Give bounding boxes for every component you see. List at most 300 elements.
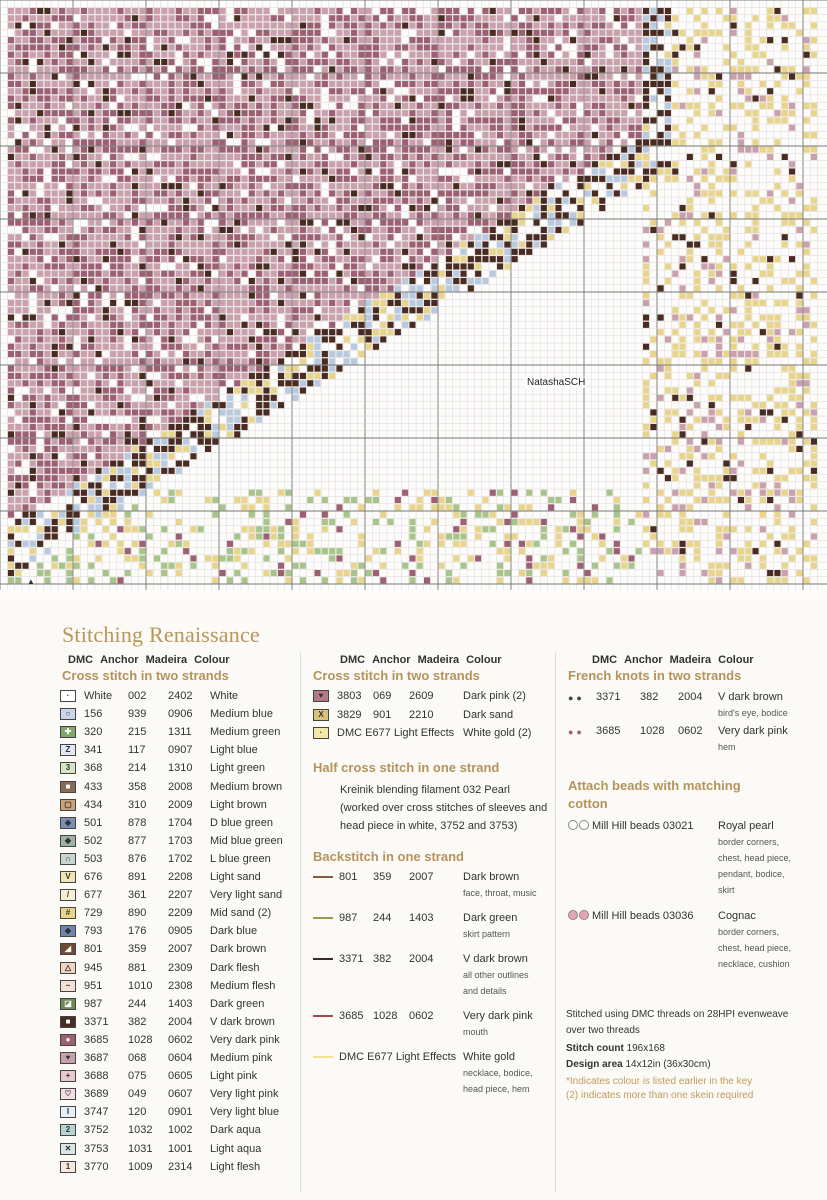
stitch-cell (169, 147, 175, 153)
stitch-cell (680, 344, 686, 350)
stitch-cell (650, 37, 656, 43)
stitch-cell (300, 8, 306, 14)
stitch-cell (621, 52, 627, 58)
stitch-cell (811, 409, 817, 415)
stitch-cell (190, 169, 196, 175)
stitch-cell (592, 169, 598, 175)
stitch-cell (293, 30, 299, 36)
stitch-cell (176, 461, 182, 467)
stitch-cell (380, 44, 386, 50)
stitch-cell (44, 249, 50, 255)
stitch-cell (74, 490, 80, 496)
stitch-cell (322, 293, 328, 299)
stitch-cell (220, 212, 226, 218)
stitch-cell (475, 176, 481, 182)
stitch-cell (103, 336, 109, 342)
stitch-cell (176, 402, 182, 408)
stitch-cell (249, 44, 255, 50)
stitch-cell (74, 176, 80, 182)
stitch-cell (446, 154, 452, 160)
stitch-cell (139, 15, 145, 21)
stitch-cell (227, 132, 233, 138)
stitch-cell (154, 395, 160, 401)
stitch-cell (81, 497, 87, 503)
stitch-cell (161, 570, 167, 576)
stitch-cell (190, 15, 196, 21)
stitch-cell (585, 103, 591, 109)
stitch-cell (198, 293, 204, 299)
stitch-cell (132, 190, 138, 196)
stitch-cell (789, 388, 795, 394)
stitch-cell (30, 446, 36, 452)
stitch-cell (329, 147, 335, 153)
stitch-cell (344, 88, 350, 94)
stitch-cell (738, 81, 744, 87)
stitch-cell (30, 103, 36, 109)
stitch-cell (650, 139, 656, 145)
stitch-cell (482, 59, 488, 65)
stitch-cell (132, 30, 138, 36)
stitch-cell (446, 52, 452, 58)
stitch-cell (409, 534, 415, 540)
stitch-cell (555, 81, 561, 87)
stitch-cell (132, 388, 138, 394)
stitch-cell (439, 504, 445, 510)
stitch-cell (81, 490, 87, 496)
stitch-cell (263, 351, 269, 357)
stitch-cell (44, 154, 50, 160)
stitch-cell (760, 329, 766, 335)
stitch-cell (30, 329, 36, 335)
stitch-cell (52, 395, 58, 401)
stitch-cell (37, 74, 43, 80)
stitch-cell (212, 139, 218, 145)
stitch-cell (110, 271, 116, 277)
stitch-cell (774, 519, 780, 525)
stitch-cell (271, 15, 277, 21)
stitch-cell (811, 351, 817, 357)
stitch-cell (30, 519, 36, 525)
stitch-cell (461, 44, 467, 50)
stitch-cell (227, 424, 233, 430)
stitch-cell (439, 110, 445, 116)
stitch-cell (190, 205, 196, 211)
stitch-cell (110, 373, 116, 379)
stitch-cell (147, 300, 153, 306)
stitch-cell (212, 563, 218, 569)
stitch-cell (351, 8, 357, 14)
stitch-cell (220, 52, 226, 58)
stitch-cell (176, 8, 182, 14)
stitch-cell (37, 424, 43, 430)
stitch-cell (220, 315, 226, 321)
stitch-cell (88, 139, 94, 145)
stitch-cell (81, 74, 87, 80)
stitch-cell (767, 88, 773, 94)
stitch-cell (628, 15, 634, 21)
stitch-cell (804, 81, 810, 87)
stitch-cell (753, 256, 759, 262)
stitch-cell (205, 431, 211, 437)
stitch-cell (96, 59, 102, 65)
stitch-cell (161, 395, 167, 401)
stitch-cell (169, 322, 175, 328)
stitch-cell (205, 373, 211, 379)
stitch-cell (103, 110, 109, 116)
stitch-cell (52, 37, 58, 43)
stitch-cell (125, 548, 131, 554)
stitch-cell (336, 147, 342, 153)
stitch-cell (358, 205, 364, 211)
stitch-cell (147, 66, 153, 72)
stitch-cell (577, 125, 583, 131)
stitch-cell (8, 242, 14, 248)
stitch-cell (577, 220, 583, 226)
stitch-cell (278, 96, 284, 102)
stitch-cell (475, 147, 481, 153)
stitch-cell (227, 198, 233, 204)
stitch-cell (366, 15, 372, 21)
stitch-cell (234, 37, 240, 43)
stitch-cell (512, 176, 518, 182)
stitch-cell (8, 271, 14, 277)
stitch-cell (23, 37, 29, 43)
stitch-cell (271, 132, 277, 138)
stitch-cell (176, 66, 182, 72)
stitch-cell (782, 37, 788, 43)
stitch-cell (461, 59, 467, 65)
stitch-cell (23, 139, 29, 145)
stitch-cell (461, 81, 467, 87)
stitch-cell (278, 380, 284, 386)
stitch-cell (278, 293, 284, 299)
stitch-cell (577, 161, 583, 167)
stitch-cell (212, 431, 218, 437)
stitch-cell (117, 15, 123, 21)
stitch-cell (336, 205, 342, 211)
stitch-cell (446, 183, 452, 189)
stitch-cell (23, 227, 29, 233)
stitch-cell (789, 366, 795, 372)
stitch-cell (555, 497, 561, 503)
stitch-cell (249, 490, 255, 496)
stitch-cell (44, 110, 50, 116)
stitch-cell (380, 23, 386, 29)
stitch-cell (373, 234, 379, 240)
stitch-cell (154, 402, 160, 408)
stitch-cell (512, 512, 518, 518)
stitch-cell (74, 512, 80, 518)
stitch-cell (23, 8, 29, 14)
stitch-cell (59, 205, 65, 211)
stitch-cell (59, 161, 65, 167)
stitch-cell (117, 461, 123, 467)
stitch-cell (300, 285, 306, 291)
stitch-cell (30, 278, 36, 284)
stitch-cell (74, 453, 80, 459)
stitch-cell (336, 307, 342, 313)
stitch-cell (52, 322, 58, 328)
stitch-cell (577, 198, 583, 204)
stitch-cell (285, 380, 291, 386)
stitch-cell (37, 388, 43, 394)
stitch-cell (242, 220, 248, 226)
stitch-cell (409, 8, 415, 14)
stitch-cell (66, 526, 72, 532)
stitch-cell (37, 154, 43, 160)
stitch-cell (176, 490, 182, 496)
stitch-cell (205, 198, 211, 204)
stitch-cell (190, 322, 196, 328)
stitch-cell (117, 183, 123, 189)
stitch-cell (81, 103, 87, 109)
stitch-cell (366, 322, 372, 328)
stitch-cell (344, 169, 350, 175)
stitch-cell (249, 15, 255, 21)
stitch-cell (526, 161, 532, 167)
stitch-cell (117, 548, 123, 554)
stitch-cell (504, 205, 510, 211)
stitch-cell (344, 358, 350, 364)
stitch-cell (66, 402, 72, 408)
stitch-cell (490, 44, 496, 50)
stitch-cell (52, 417, 58, 423)
stitch-cell (154, 161, 160, 167)
stitch-cell (154, 307, 160, 313)
stitch-cell (81, 329, 87, 335)
stitch-cell (132, 300, 138, 306)
stitch-cell (161, 256, 167, 262)
stitch-cell (636, 81, 642, 87)
stitch-cell (139, 366, 145, 372)
stitch-cell (183, 541, 189, 547)
stitch-cell (161, 23, 167, 29)
stitch-cell (504, 139, 510, 145)
stitch-cell (81, 256, 87, 262)
stitch-cell (767, 23, 773, 29)
stitch-cell (234, 183, 240, 189)
stitch-cell (278, 285, 284, 291)
stitch-cell (256, 271, 262, 277)
stitch-cell (548, 212, 554, 218)
stitch-cell (541, 570, 547, 576)
stitch-cell (271, 570, 277, 576)
stitch-cell (37, 366, 43, 372)
stitch-cell (526, 242, 532, 248)
stitch-cell (577, 132, 583, 138)
stitch-cell (30, 249, 36, 255)
stitch-cell (373, 15, 379, 21)
stitch-cell (461, 96, 467, 102)
stitch-cell (351, 161, 357, 167)
stitch-cell (424, 15, 430, 21)
stitch-cell (169, 380, 175, 386)
stitch-cell (205, 110, 211, 116)
stitch-cell (439, 497, 445, 503)
stitch-cell (263, 373, 269, 379)
stitch-cell (665, 30, 671, 36)
stitch-cell (380, 169, 386, 175)
stitch-cell (344, 300, 350, 306)
stitch-cell (190, 59, 196, 65)
stitch-cell (15, 563, 21, 569)
stitch-cell (738, 103, 744, 109)
stitch-cell (161, 154, 167, 160)
stitch-cell (789, 512, 795, 518)
stitch-cell (59, 176, 65, 182)
stitch-cell (8, 147, 14, 153)
stitch-cell (760, 147, 766, 153)
stitch-cell (388, 30, 394, 36)
stitch-cell (37, 497, 43, 503)
stitch-cell (380, 249, 386, 255)
stitch-cell (577, 81, 583, 87)
stitch-cell (336, 23, 342, 29)
stitch-cell (205, 344, 211, 350)
stitch-cell (81, 190, 87, 196)
stitch-cell (88, 351, 94, 357)
stitch-cell (220, 125, 226, 131)
stitch-cell (220, 147, 226, 153)
stitch-cell (23, 132, 29, 138)
stitch-cell (541, 125, 547, 131)
stitch-cell (220, 570, 226, 576)
stitch-cell (482, 205, 488, 211)
stitch-cell (753, 227, 759, 233)
stitch-cell (169, 278, 175, 284)
stitch-cell (621, 161, 627, 167)
stitch-cell (139, 176, 145, 182)
stitch-cell (395, 139, 401, 145)
stitch-cell (636, 110, 642, 116)
stitch-cell (88, 497, 94, 503)
stitch-cell (461, 563, 467, 569)
stitch-cell (110, 30, 116, 36)
stitch-cell (205, 183, 211, 189)
stitch-cell (256, 74, 262, 80)
stitch-cell (694, 468, 700, 474)
stitch-cell (249, 183, 255, 189)
stitch-cell (373, 315, 379, 321)
stitch-cell (804, 44, 810, 50)
stitch-cell (796, 570, 802, 576)
stitch-cell (147, 468, 153, 474)
stitch-cell (468, 256, 474, 262)
stitch-cell (176, 293, 182, 299)
stitch-cell (694, 351, 700, 357)
stitch-cell (139, 169, 145, 175)
stitch-cell (74, 446, 80, 452)
stitch-cell (81, 417, 87, 423)
stitch-cell (59, 322, 65, 328)
stitch-cell (23, 81, 29, 87)
stitch-cell (716, 271, 722, 277)
stitch-cell (169, 409, 175, 415)
stitch-cell (132, 504, 138, 510)
stitch-cell (205, 88, 211, 94)
stitch-cell (30, 453, 36, 459)
stitch-cell (665, 278, 671, 284)
stitch-cell (285, 81, 291, 87)
stitch-cell (453, 23, 459, 29)
stitch-cell (351, 139, 357, 145)
stitch-cell (409, 205, 415, 211)
stitch-cell (293, 52, 299, 58)
stitch-cell (15, 30, 21, 36)
stitch-cell (190, 278, 196, 284)
stitch-cell (227, 278, 233, 284)
stitch-cell (66, 285, 72, 291)
stitch-cell (74, 242, 80, 248)
stitch-cell (504, 534, 510, 540)
stitch-cell (453, 52, 459, 58)
stitch-cell (687, 439, 693, 445)
stitch-cell (44, 205, 50, 211)
stitch-cell (336, 176, 342, 182)
stitch-cell (468, 37, 474, 43)
stitch-cell (96, 512, 102, 518)
stitch-cell (37, 44, 43, 50)
stitch-cell (358, 307, 364, 313)
stitch-cell (322, 8, 328, 14)
stitch-cell (278, 548, 284, 554)
stitch-cell (585, 570, 591, 576)
stitch-cell (680, 293, 686, 299)
stitch-cell (526, 96, 532, 102)
stitch-cell (431, 234, 437, 240)
stitch-cell (117, 169, 123, 175)
stitch-cell (512, 490, 518, 496)
stitch-cell (417, 263, 423, 269)
stitch-cell (446, 23, 452, 29)
stitch-cell (607, 81, 613, 87)
stitch-cell (380, 307, 386, 313)
stitch-cell (96, 8, 102, 14)
stitch-cell (351, 322, 357, 328)
stitch-cell (468, 88, 474, 94)
stitch-cell (475, 190, 481, 196)
stitch-cell (110, 88, 116, 94)
stitch-cell (8, 526, 14, 532)
stitch-cell (212, 329, 218, 335)
stitch-cell (592, 8, 598, 14)
stitch-cell (782, 212, 788, 218)
stitch-cell (767, 96, 773, 102)
stitch-cell (37, 351, 43, 357)
stitch-cell (190, 402, 196, 408)
stitch-cell (212, 88, 218, 94)
stitch-cell (234, 154, 240, 160)
stitch-cell (37, 66, 43, 72)
stitch-cell (534, 103, 540, 109)
stitch-cell (205, 388, 211, 394)
stitch-cell (336, 8, 342, 14)
stitch-cell (52, 117, 58, 123)
stitch-cell (373, 198, 379, 204)
stitch-cell (234, 344, 240, 350)
stitch-cell (402, 315, 408, 321)
stitch-cell (88, 395, 94, 401)
stitch-cell (256, 176, 262, 182)
stitch-cell (74, 147, 80, 153)
stitch-cell (37, 103, 43, 109)
stitch-cell (782, 439, 788, 445)
stitch-cell (468, 220, 474, 226)
stitch-cell (103, 96, 109, 102)
stitch-cell (263, 117, 269, 123)
stitch-cell (709, 198, 715, 204)
stitch-cell (738, 285, 744, 291)
